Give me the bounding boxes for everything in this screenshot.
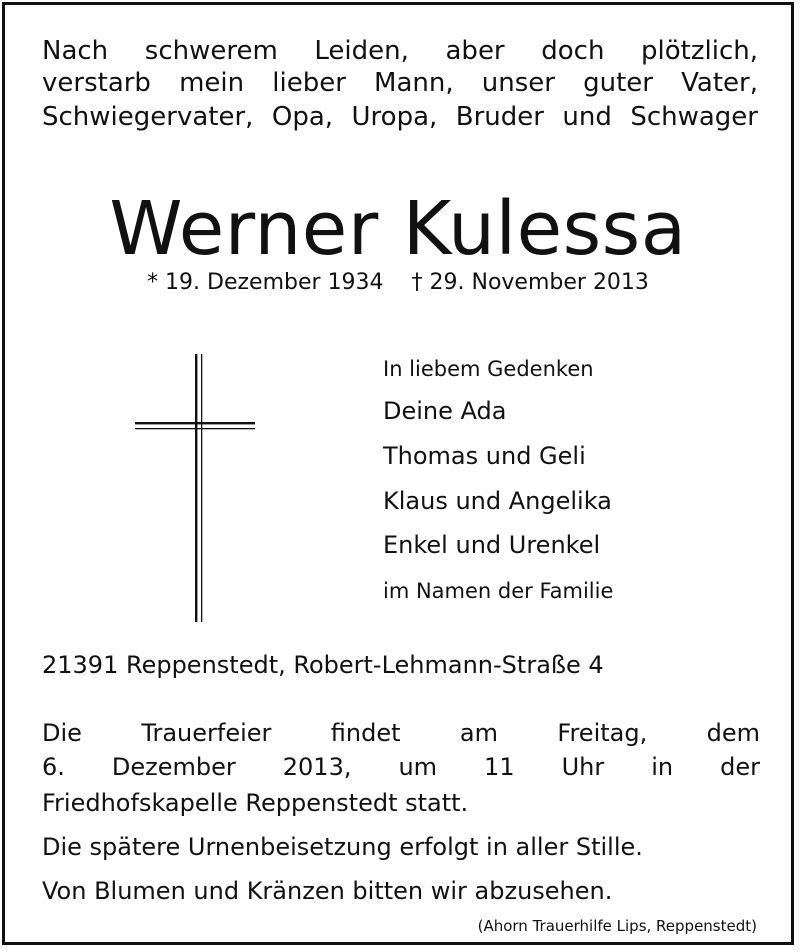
funeral-home-credit: (Ahorn Trauerhilfe Lips, Reppenstedt) — [477, 917, 757, 935]
funeral-line-2: 6. Dezember 2013, um 11 Uhr in der — [42, 753, 760, 781]
mourners-heading: In liebem Gedenken — [383, 357, 594, 381]
mourner-name: Deine Ada — [383, 397, 507, 425]
deceased-name: Werner Kulessa — [109, 186, 687, 272]
urn-burial-text: Die spätere Urnenbeisetzung erfolgt in aller Stille. — [42, 833, 643, 861]
address: 21391 Reppenstedt, Robert-Lehmann-Straße 4 — [42, 651, 604, 679]
obituary-notice — [2, 2, 794, 945]
mourner-name: Thomas und Geli — [383, 442, 586, 470]
life-dates: * 19. Dezember 1934 † 29. November 2013 — [147, 270, 649, 295]
flowers-text: Von Blumen und Kränzen bitten wir abzusehen. — [42, 877, 613, 905]
intro-line-1: Nach schwerem Leiden, aber doch plötzlich, — [42, 36, 758, 66]
funeral-line-1: Die Trauerfeier findet am Freitag, dem — [42, 719, 760, 747]
mourner-name: Enkel und Urenkel — [383, 531, 601, 559]
cross-icon — [131, 350, 256, 625]
funeral-line-3: Friedhofskapelle Reppenstedt statt. — [42, 789, 469, 817]
mourner-name: Klaus und Angelika — [383, 487, 612, 515]
mourners-footer: im Namen der Familie — [383, 579, 614, 603]
intro-line-2: verstarb mein lieber Mann, unser guter Vater, — [42, 68, 758, 98]
intro-line-3: Schwiegervater, Opa, Uropa, Bruder und Schwager — [42, 102, 758, 132]
